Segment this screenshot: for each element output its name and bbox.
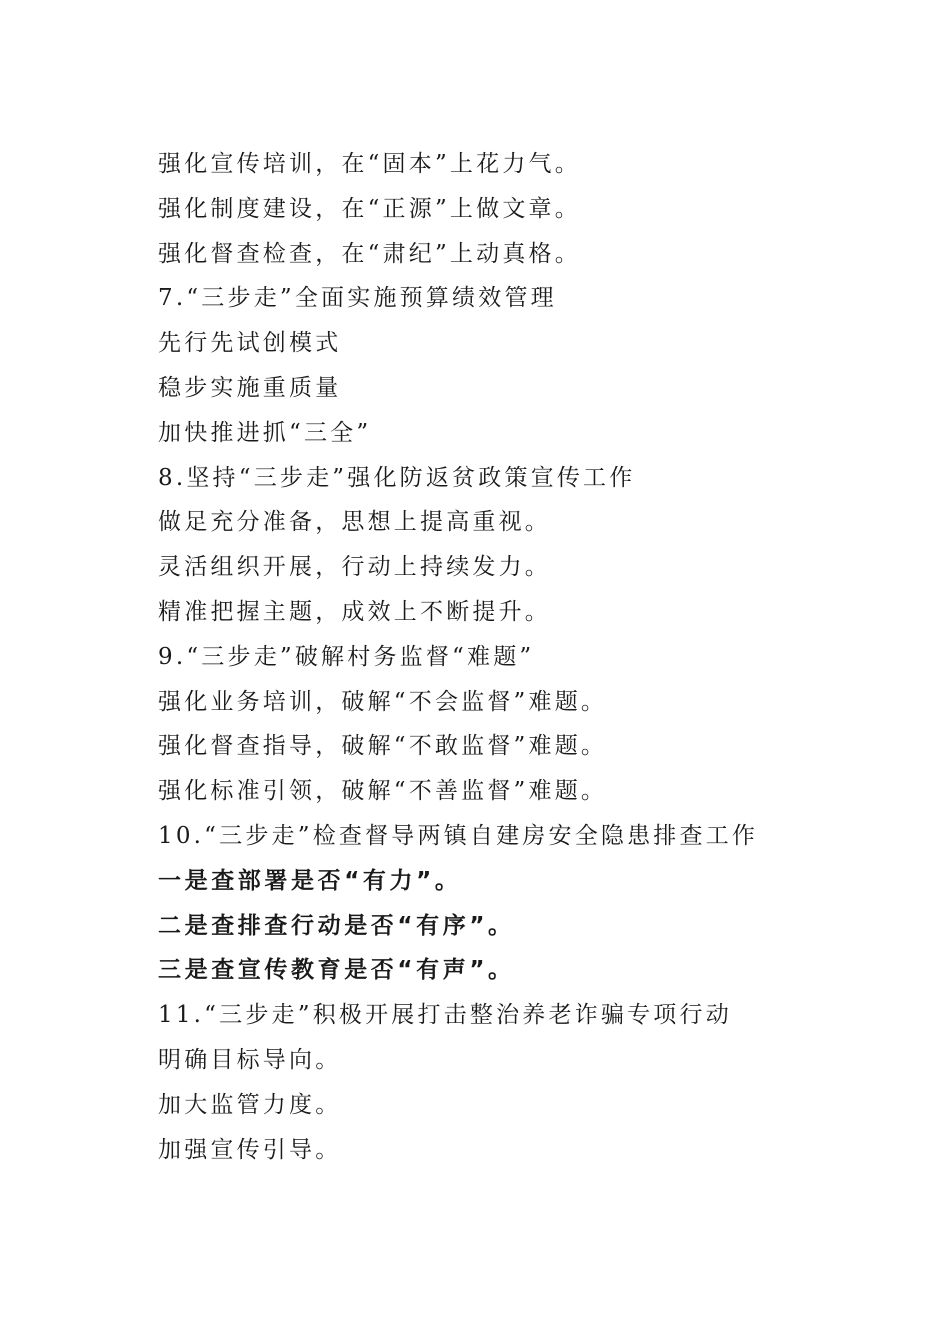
text-line: 强化标准引领，破解“不善监督”难题。 bbox=[158, 778, 608, 805]
section-heading: 11.“三步走”积极开展打击整治养老诈骗专项行动 bbox=[158, 1002, 732, 1029]
text-line: 强化督查检查，在“肃纪”上动真格。 bbox=[158, 240, 581, 267]
text-line: 加快推进抓“三全” bbox=[158, 419, 372, 446]
text-line: 加强宣传引导。 bbox=[158, 1136, 342, 1163]
bold-text-line: 二是查排查行动是否“有序”。 bbox=[158, 912, 515, 939]
text-line: 稳步实施重质量 bbox=[158, 374, 342, 401]
text-line: 加大监管力度。 bbox=[158, 1091, 342, 1118]
text-line: 明确目标导向。 bbox=[158, 1046, 342, 1073]
text-line: 强化制度建设，在“正源”上做文章。 bbox=[158, 195, 581, 222]
text-line: 先行先试创模式 bbox=[158, 330, 342, 357]
text-line: 强化督查指导，破解“不敢监督”难题。 bbox=[158, 733, 608, 760]
text-line: 强化业务培训，破解“不会监督”难题。 bbox=[158, 688, 608, 715]
bold-text-line: 一是查部署是否“有力”。 bbox=[158, 867, 462, 894]
text-line: 做足充分准备，思想上提高重视。 bbox=[158, 509, 551, 536]
bold-text-line: 三是查宣传教育是否“有声”。 bbox=[158, 957, 515, 984]
text-line: 强化宣传培训，在“固本”上花力气。 bbox=[158, 151, 581, 177]
text-line: 灵活组织开展，行动上持续发力。 bbox=[158, 554, 551, 581]
section-heading: 10.“三步走”检查督导两镇自建房安全隐患排查工作 bbox=[158, 822, 759, 849]
document-body bbox=[158, 142, 918, 1172]
text-line: 精准把握主题，成效上不断提升。 bbox=[158, 598, 551, 625]
section-heading: 7.“三步走”全面实施预算绩效管理 bbox=[158, 285, 557, 312]
section-heading: 9.“三步走”破解村务监督“难题” bbox=[158, 643, 535, 670]
section-heading: 8.坚持“三步走”强化防返贫政策宣传工作 bbox=[158, 464, 636, 491]
